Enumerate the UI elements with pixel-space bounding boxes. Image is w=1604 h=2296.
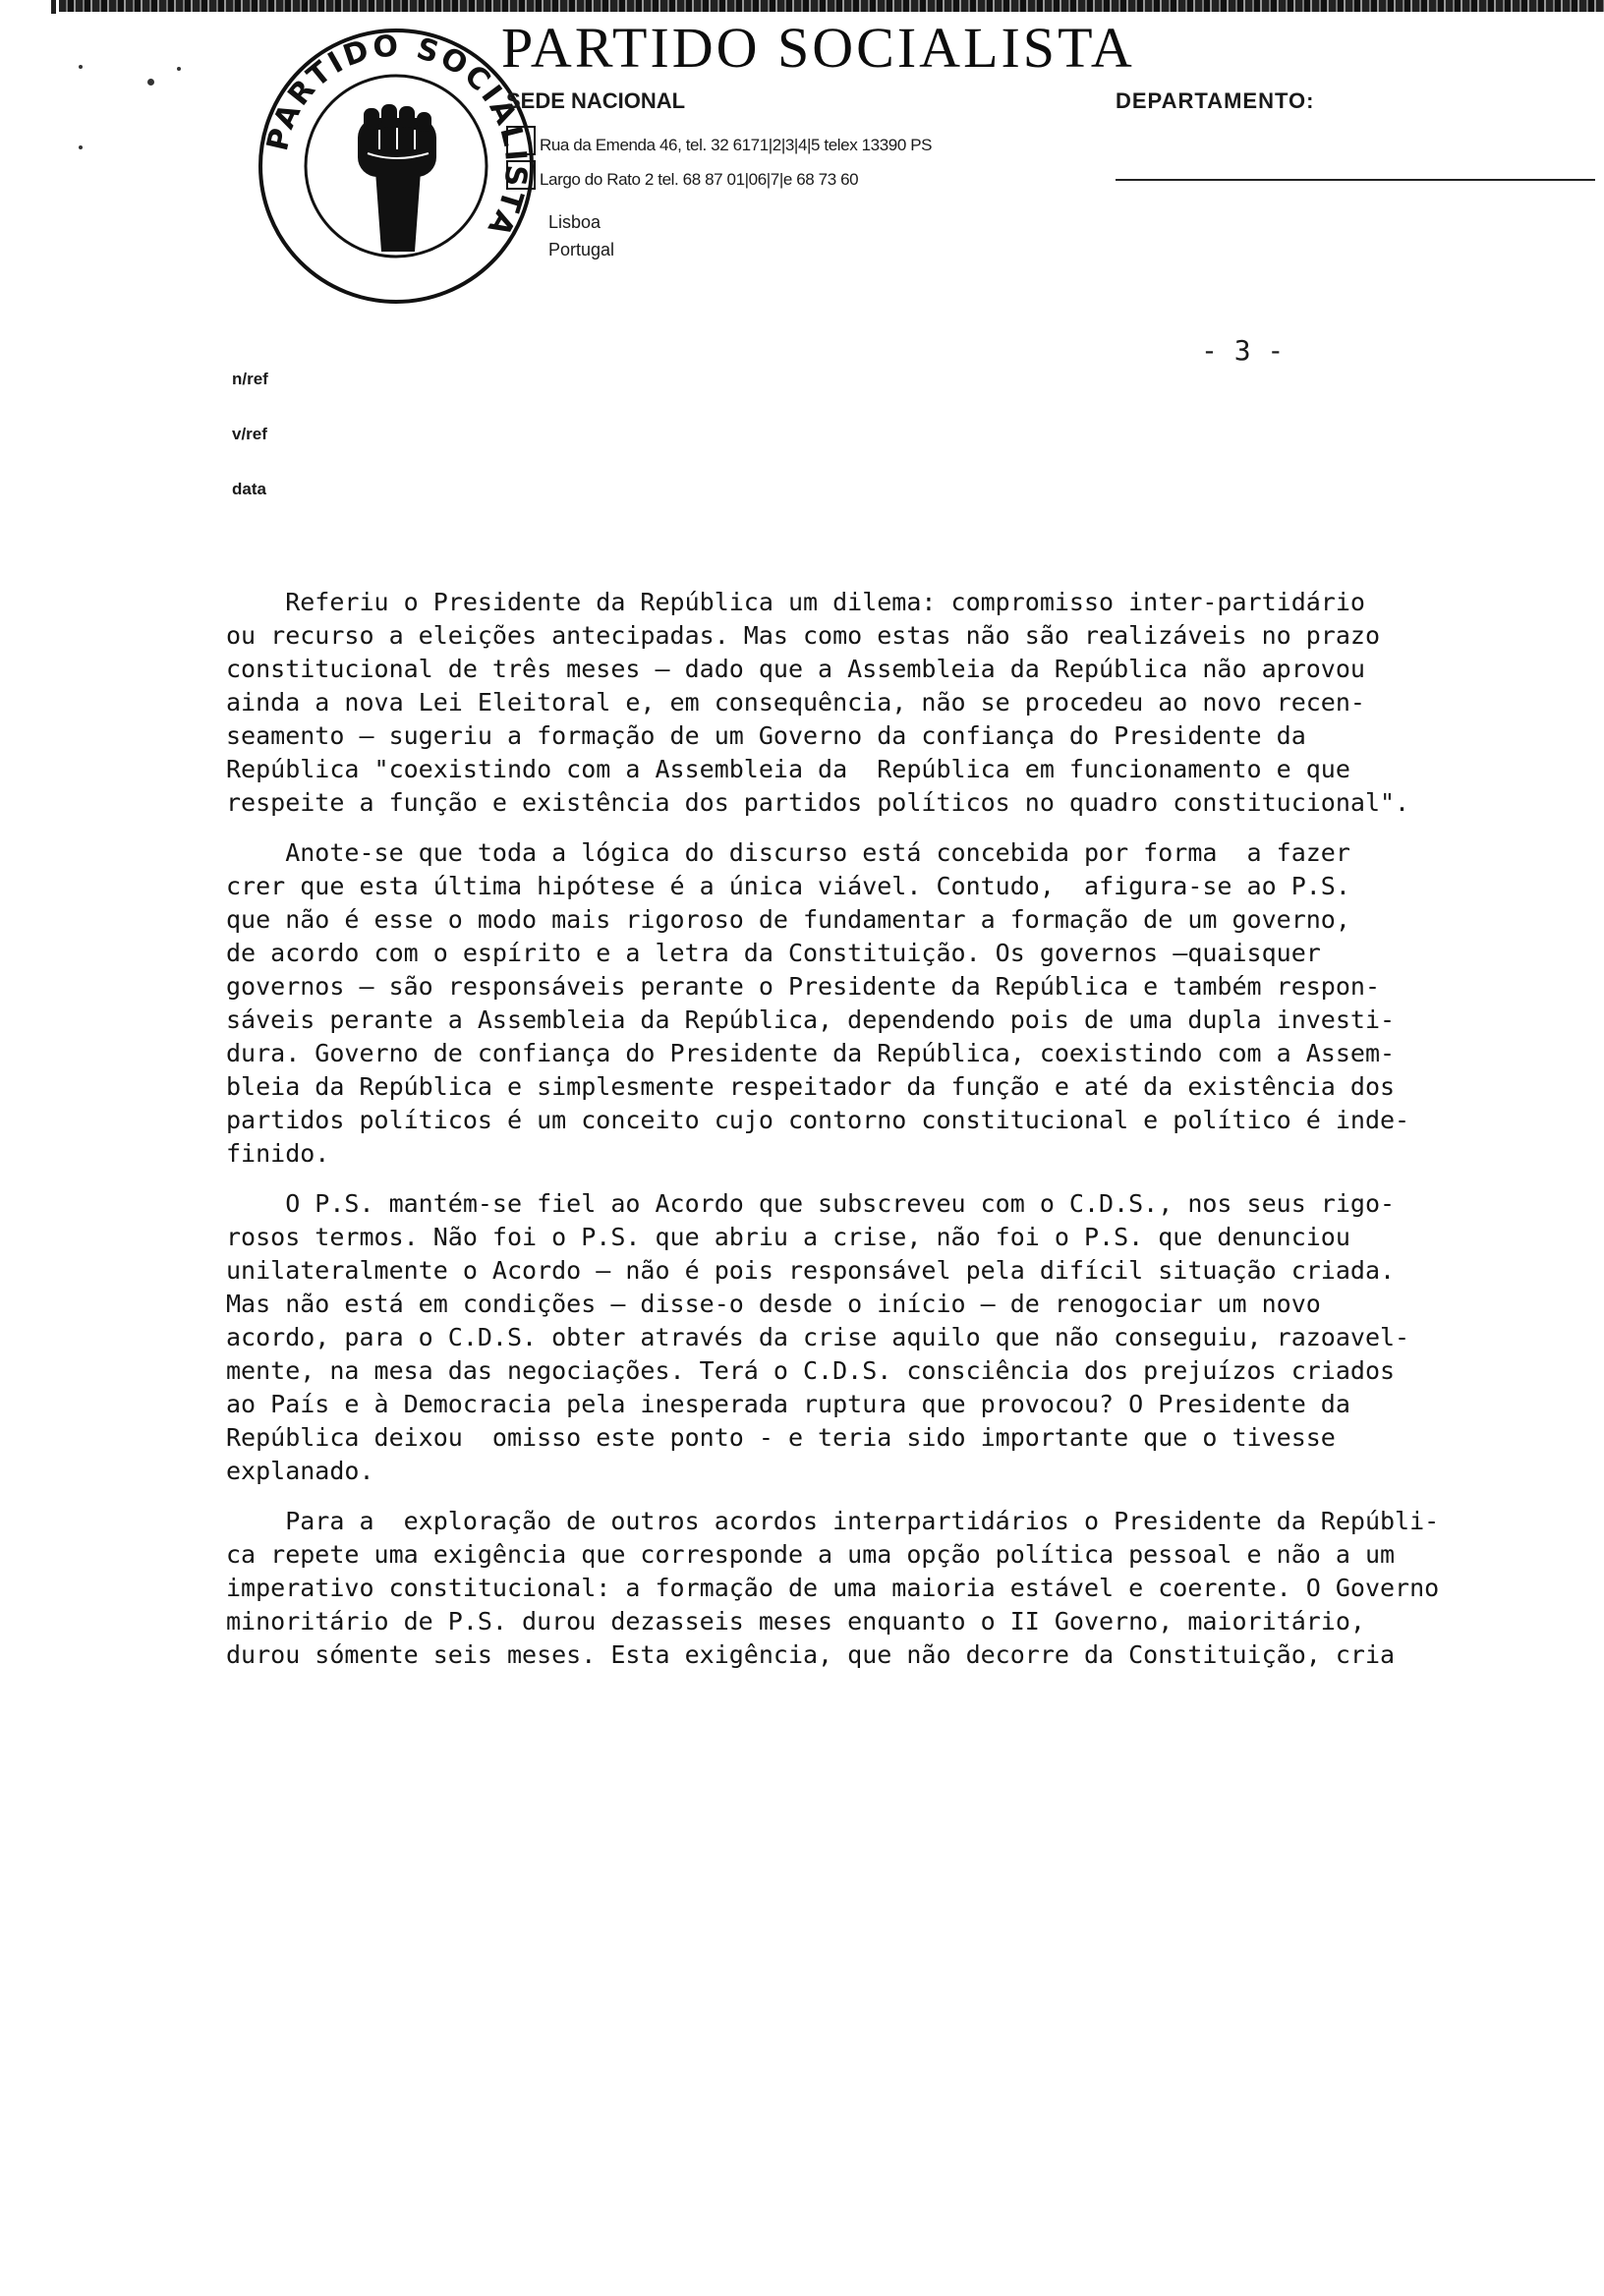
paragraph-line: Referiu o Presidente da República um dilema: compromisso inter-partidário [226,588,1365,616]
paragraph-line: Mas não está em condições — disse-o desde o início — de renogociar um novo [226,1290,1321,1318]
paragraph-line: sáveis perante a Assembleia da República, dependendo pois de uma dupla investi- [226,1005,1396,1034]
paragraph-line: mente, na mesa das negociações. Terá o C.D.S. consciência dos prejuízos criados [226,1356,1396,1385]
address-row-2 [506,160,858,190]
data-label: data [232,480,266,498]
address-2: Largo do Rato 2 tel. 68 87 01|06|7|e 68 73 60 [540,170,859,189]
paragraph-line: unilateralmente o Acordo — não é pois responsável pela difícil situação criada. [226,1256,1396,1285]
paragraph-line: ou recurso a eleições antecipadas. Mas como estas não são realizáveis no prazo [226,621,1380,650]
address-row-1 [506,126,932,155]
address-checkbox-2[interactable] [506,160,536,190]
paragraph [226,1505,1594,1672]
paragraph-line: imperativo constitucional: a formação de uma maioria estável e coerente. O Governo [226,1574,1440,1602]
country: Portugal [548,240,615,259]
paragraph-line: finido. [226,1139,330,1168]
paragraph-line: O P.S. mantém-se fiel ao Acordo que subscreveu com o C.D.S., nos seus rigo- [226,1189,1396,1218]
paragraph-line: República "coexistindo com a Assembleia da República em funcionamento e que [226,755,1350,783]
scan-speck [177,67,181,71]
paragraph-line: respeite a função e existência dos partidos políticos no quadro constitucional". [226,788,1410,817]
paragraph-line: bleia da República e simplesmente respeitador da função e até da existência dos [226,1072,1396,1101]
paragraph-line: Anote-se que toda a lógica do discurso está concebida por forma a fazer [226,838,1350,867]
scan-speck [147,79,154,86]
paragraph-line: durou sómente seis meses. Esta exigência, que não decorre da Constituição, cria [226,1640,1396,1669]
sede-label: SEDE NACIONAL [506,88,686,113]
party-title: PARTIDO SOCIALISTA [501,16,1135,80]
paragraph-line: dura. Governo de confiança do Presidente da República, coexistindo com a Assem- [226,1039,1396,1067]
paragraph-line: República deixou omisso este ponto - e teria sido importante que o tivesse [226,1423,1336,1452]
paragraph-line: ainda a nova Lei Eleitoral e, em consequência, não se procedeu ao novo recen- [226,688,1365,717]
v-ref-label: v/ref [232,425,267,443]
scan-artifact [59,0,1604,12]
paragraph-line: constitucional de três meses — dado que a Assembleia da República não aprovou [226,655,1365,683]
paragraph-line: crer que esta última hipótese é a única viável. Contudo, afigura-se ao P.S. [226,872,1350,900]
paragraph [226,586,1594,820]
scan-speck [79,145,83,149]
logo-ring-text: PARTIDO SOCIALISTA [260,29,534,245]
paragraph-line: de acordo com o espírito e a letra da Constituição. Os governos —quaisquer [226,939,1321,967]
paragraph [226,1187,1594,1488]
paragraph-line: ca repete uma exigência que corresponde a uma opção política pessoal e não a um [226,1540,1396,1569]
party-logo [254,24,539,309]
departamento-line [1116,179,1595,181]
paragraph-line: Para a exploração de outros acordos interpartidários o Presidente da Repúbli- [226,1507,1440,1535]
scan-speck [79,65,83,69]
scan-artifact [51,0,56,14]
fist-icon [358,104,436,252]
paragraph-line: governos — são responsáveis perante o Presidente da República e também respon- [226,972,1380,1001]
paragraph [226,836,1594,1171]
paragraph-line: minoritário de P.S. durou dezasseis meses enquanto o II Governo, maioritário, [226,1607,1365,1636]
departamento-label: DEPARTAMENTO: [1116,88,1315,113]
paragraph-line: partidos políticos é um conceito cujo contorno constitucional e político é inde- [226,1106,1410,1134]
paragraph-line: que não é esse o modo mais rigoroso de fundamentar a formação de um governo, [226,905,1350,934]
paragraph-line: seamento — sugeriu a formação de um Governo da confiança do Presidente da [226,721,1306,750]
page-number: - 3 - [1201,334,1285,367]
paragraph-line: explanado. [226,1457,374,1485]
paragraph-line: acordo, para o C.D.S. obter através da crise aquilo que não conseguiu, razoavel- [226,1323,1410,1351]
letter-body [226,586,1594,1689]
address-checkbox-1[interactable] [506,126,536,155]
address-1: Rua da Emenda 46, tel. 32 6171|2|3|4|5 telex 13390 PS [540,136,933,154]
paragraph-line: rosos termos. Não foi o P.S. que abriu a crise, não foi o P.S. que denunciou [226,1223,1350,1251]
n-ref-label: n/ref [232,370,268,388]
paragraph-line: ao País e à Democracia pela inesperada ruptura que provocou? O Presidente da [226,1390,1350,1418]
city: Lisboa [548,212,602,232]
